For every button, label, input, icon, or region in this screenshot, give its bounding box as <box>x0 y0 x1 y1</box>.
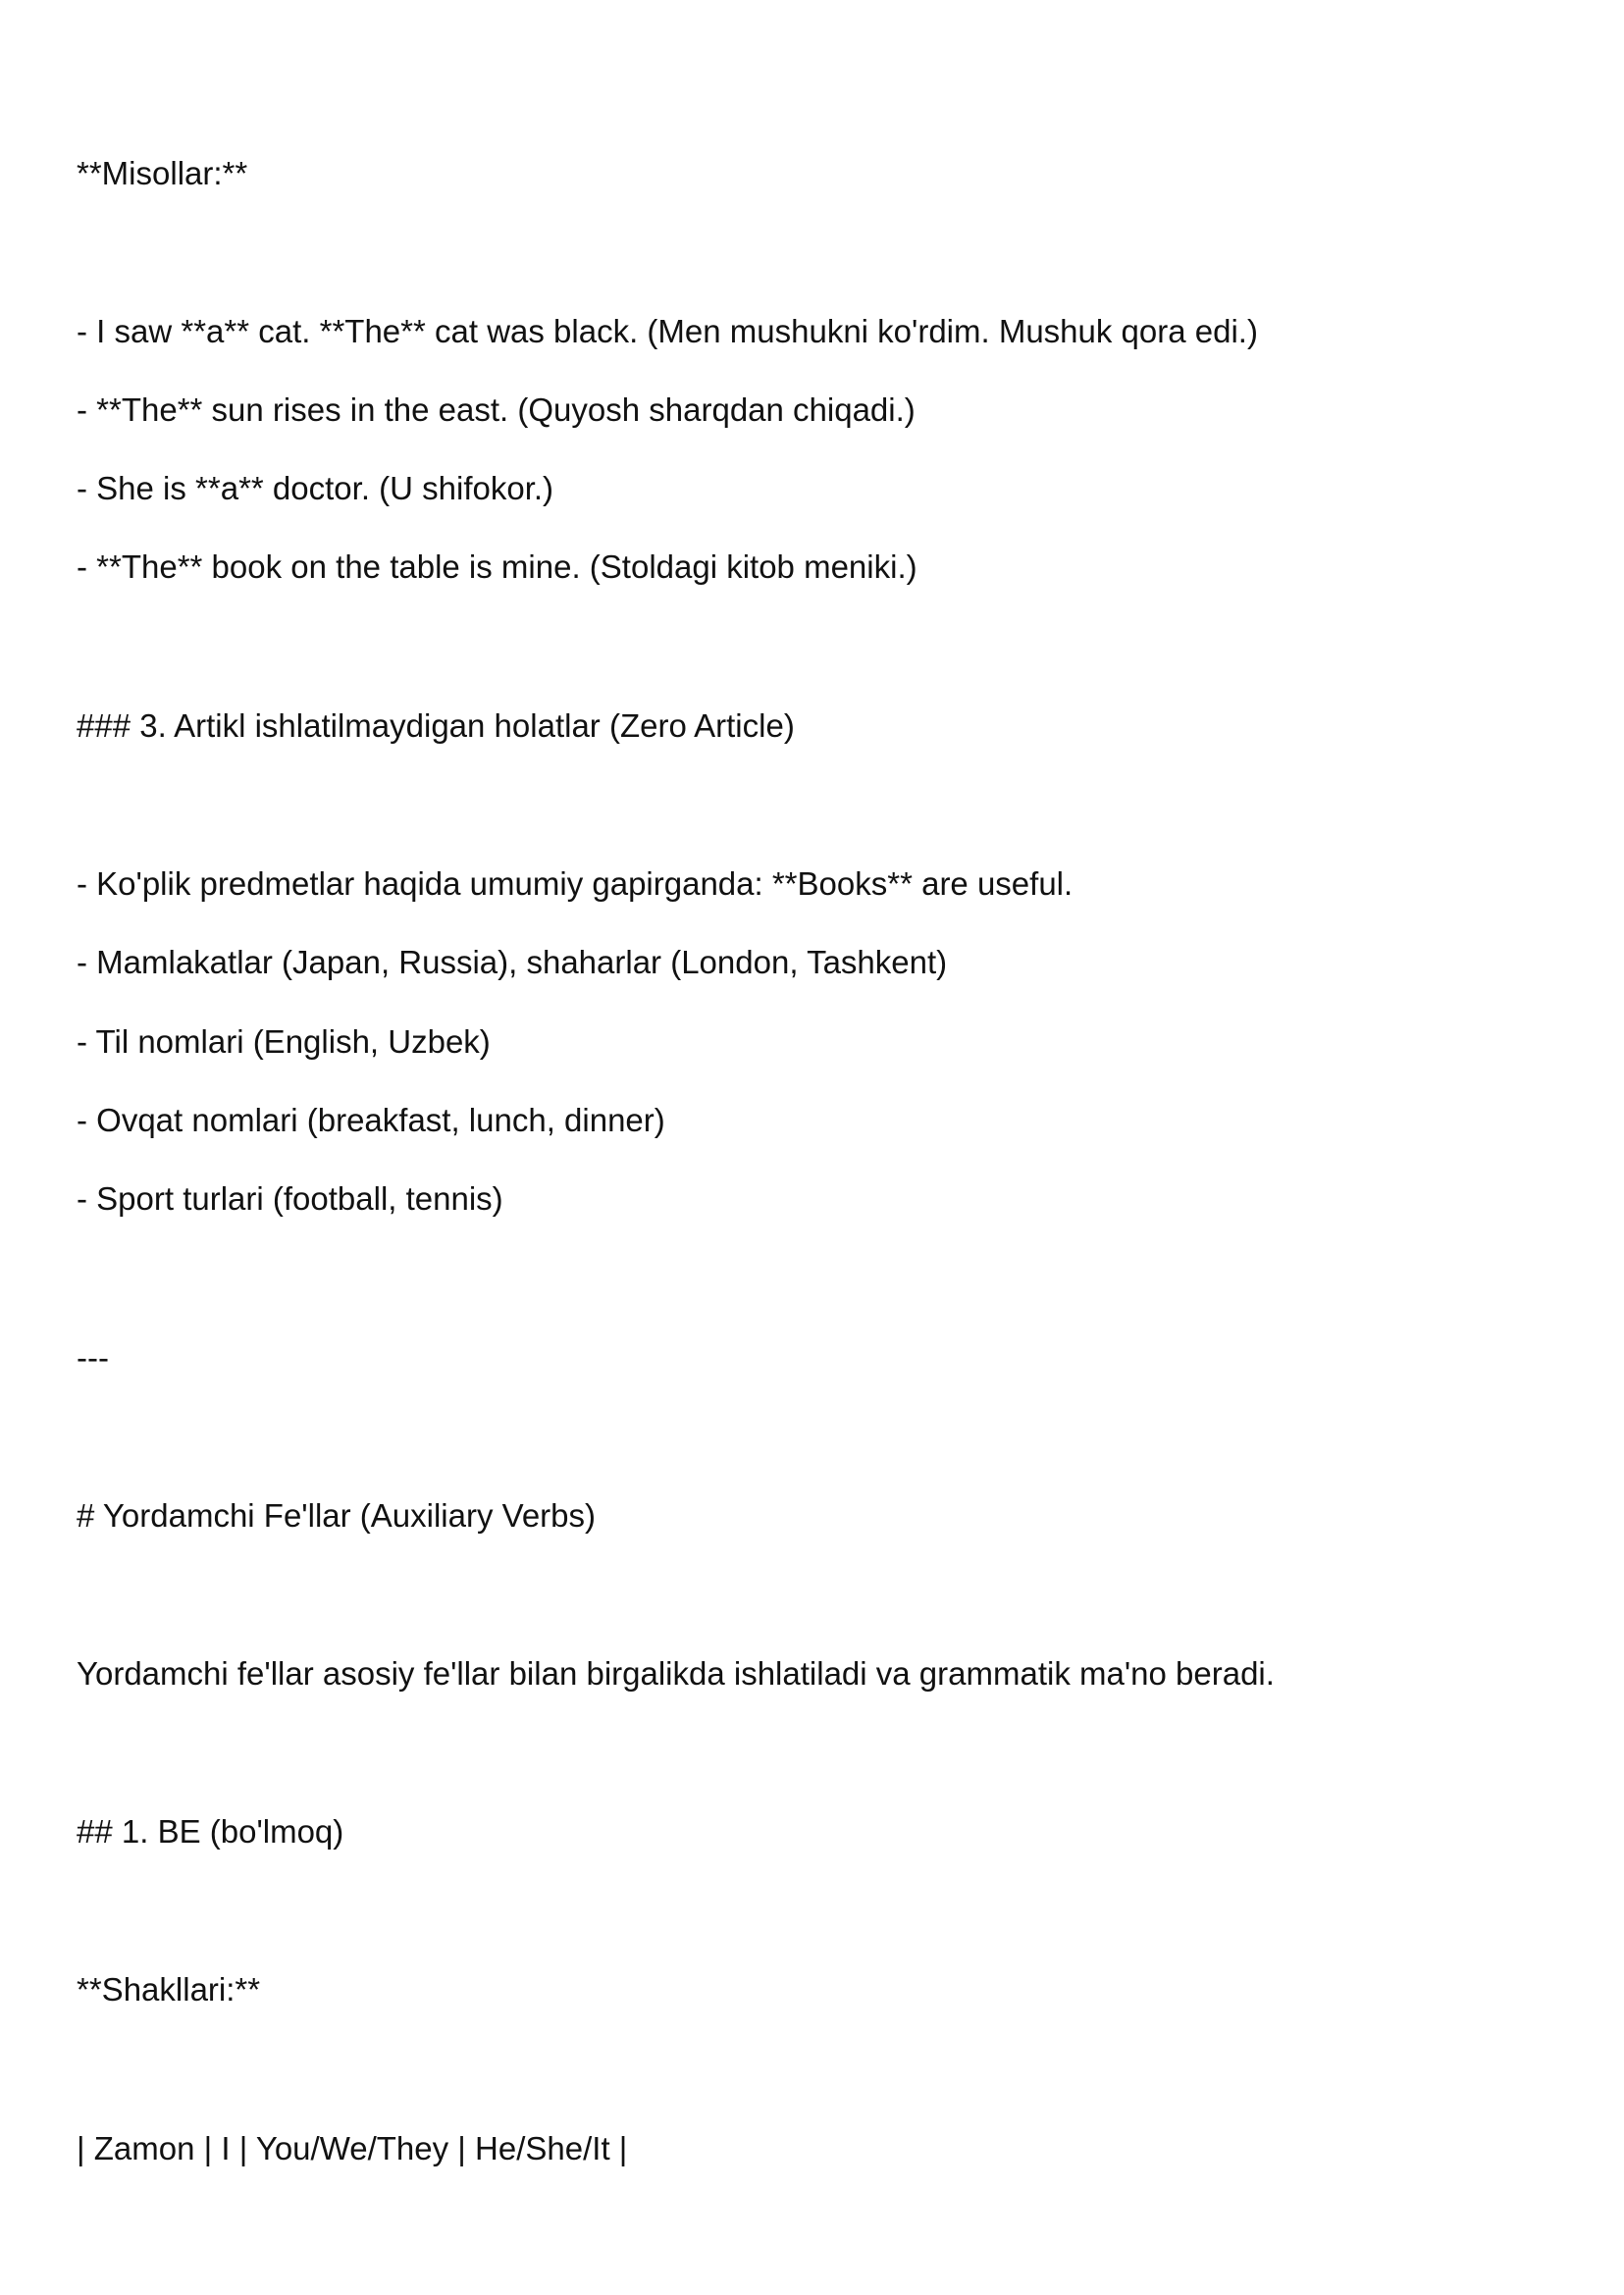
intro-paragraph: Yordamchi fe'llar asosiy fe'llar bilan birgalikda ishlatiladi va grammatik ma'no beradi. <box>77 1655 1275 1692</box>
shakllari-heading: **Shakllari:** <box>77 1971 261 2008</box>
example-item: - **The** book on the table is mine. (Stoldagi kitob meniki.) <box>77 548 917 585</box>
subheading-be: ## 1. BE (bo'lmoq) <box>77 1813 344 1850</box>
zero-article-item: - Sport turlari (football, tennis) <box>77 1180 503 1217</box>
example-item: - She is **a** doctor. (U shifokor.) <box>77 470 554 506</box>
misollar-heading: **Misollar:** <box>77 155 248 191</box>
horizontal-rule-text: --- <box>77 1339 109 1376</box>
section-heading-zero-article: ### 3. Artikl ishlatilmaydigan holatlar (Zero Article) <box>77 707 795 744</box>
main-heading-auxiliary-verbs: # Yordamchi Fe'llar (Auxiliary Verbs) <box>77 1497 597 1534</box>
table-header-row: | Zamon | I | You/We/They | He/She/It | <box>77 2130 628 2166</box>
example-item: - **The** sun rises in the east. (Quyosh sharqdan chiqadi.) <box>77 391 916 428</box>
zero-article-item: - Ovqat nomlari (breakfast, lunch, dinner) <box>77 1102 665 1138</box>
zero-article-item: - Mamlakatlar (Japan, Russia), shaharlar (London, Tashkent) <box>77 944 948 980</box>
example-item: - I saw **a** cat. **The** cat was black. (Men mushukni ko'rdim. Mushuk qora edi.) <box>77 313 1258 349</box>
zero-article-item: - Til nomlari (English, Uzbek) <box>77 1023 491 1060</box>
zero-article-item: - Ko'plik predmetlar haqida umumiy gapirganda: **Books** are useful. <box>77 865 1074 902</box>
